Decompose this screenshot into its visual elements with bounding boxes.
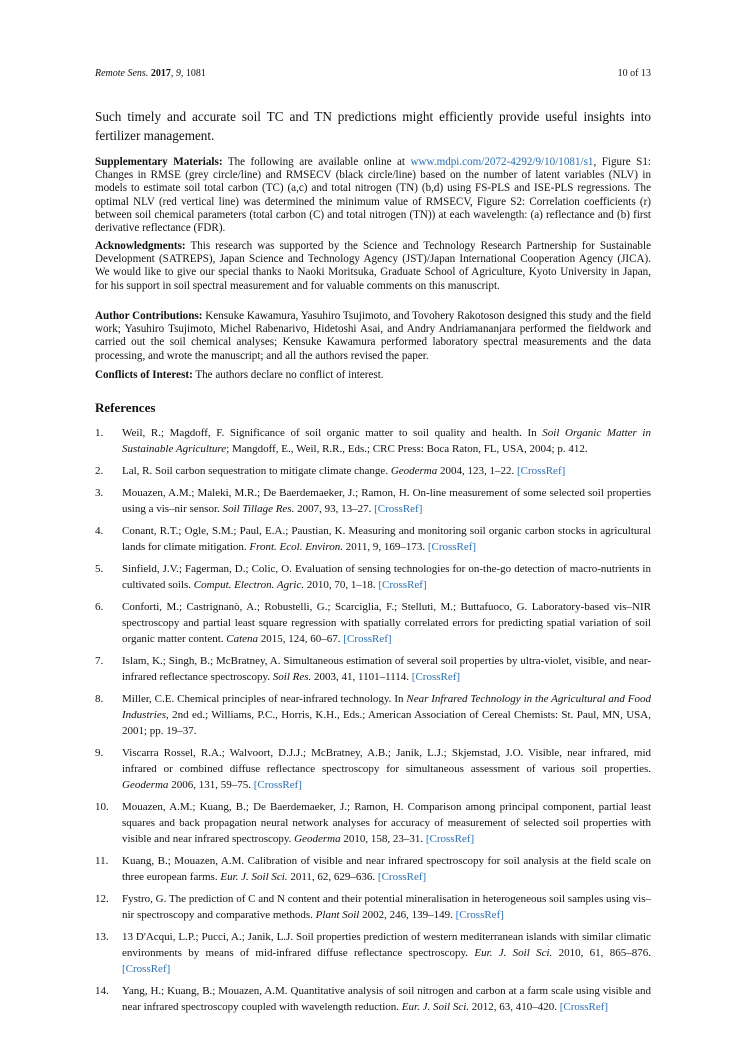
reference-number: 6. bbox=[95, 601, 104, 613]
reference-item bbox=[95, 745, 651, 793]
reference-item bbox=[95, 523, 651, 555]
reference-item bbox=[95, 653, 651, 685]
reference-number: 3. bbox=[95, 487, 104, 499]
supplementary-label: Supplementary Materials: bbox=[95, 156, 223, 168]
reference-details: 2006, 131, 59–75. bbox=[168, 779, 254, 791]
reference-item bbox=[95, 425, 651, 457]
reference-details: ; Mangdoff, E., Weil, R.R., Eds.; CRC Press: Boca Raton, FL, USA, 2004; p. 412. bbox=[226, 443, 588, 455]
reference-text: Mouazen, A.M.; Kuang, B.; De Baerdemaeker, J.; Ramon, H. Comparison among principal component, partial least squares and back propagation neural network analyses for accuracy of measurement of selected soil properties with visible and near infrared spectroscopy. bbox=[122, 801, 651, 845]
crossref-link[interactable]: [CrossRef] bbox=[425, 833, 475, 845]
reference-number: 7. bbox=[95, 655, 104, 667]
reference-source: Comput. Electron. Agric. bbox=[193, 579, 305, 591]
reference-number: 5. bbox=[95, 563, 104, 575]
reference-details: 2010, 61, 865–876. bbox=[552, 947, 651, 959]
reference-item bbox=[95, 561, 651, 593]
reference-source: Geoderma bbox=[390, 465, 438, 477]
crossref-link[interactable]: [CrossRef] bbox=[374, 503, 423, 515]
reference-item bbox=[95, 485, 651, 517]
supplementary-materials bbox=[95, 156, 651, 235]
reference-source: Plant Soil bbox=[315, 909, 360, 921]
reference-number: 1. bbox=[95, 427, 104, 439]
crossref-link[interactable]: [CrossRef] bbox=[455, 909, 504, 921]
reference-source: Eur. J. Soil Sci. bbox=[220, 871, 288, 883]
reference-text: Mouazen, A.M.; Maleki, M.R.; De Baerdemaeker, J.; Ramon, H. On-line measurement of some selected soil properties using a vis–nir sensor. bbox=[122, 487, 651, 515]
reference-details: 2003, 41, 1101–1114. bbox=[311, 671, 412, 683]
conflicts-of-interest bbox=[95, 369, 651, 382]
reference-text: Kuang, B.; Mouazen, A.M. Calibration of visible and near infrared spectroscopy for soil analysis at the field scale on three european farms. bbox=[122, 855, 651, 883]
reference-details: 2007, 93, 13–27. bbox=[294, 503, 375, 515]
reference-text: Sinfield, J.V.; Fagerman, D.; Colic, O. Evaluation of sensing technologies for on-the-go detection of macro-nutrients in cultivated soils. bbox=[122, 563, 651, 591]
reference-item bbox=[95, 983, 651, 1015]
reference-number: 4. bbox=[95, 525, 104, 537]
acknowledgments-text: This research was supported by the Science and Technology Research Partnership for Sustainable Development (SATREPS), Japan Science and Technology Agency (JST)/Japan International Cooperation Agency (JICA). We would like to give our special thanks to Naoki Moritsuka, Graduate School of Agriculture, Kyoto University in Japan, for his support in soil spectral measurement and for valuable comments on this manuscript. bbox=[95, 240, 651, 292]
reference-text: Islam, K.; Singh, B.; McBratney, A. Simultaneous estimation of several soil properties by ultra-violet, visible, and near-infrared reflectance spectroscopy. bbox=[122, 655, 651, 683]
crossref-link[interactable]: [CrossRef] bbox=[253, 779, 302, 791]
reference-details: 2010, 70, 1–18. bbox=[304, 579, 379, 591]
contributions-text: Kensuke Kawamura, Yasuhiro Tsujimoto, and Tovohery Rakotoson designed this study and the field work; Yasuhiro Tsujimoto, Michel Rabenarivo, Hidetoshi Asai, and Andry Andriamananjara performed the fieldwork and carried out the soil chemical analyses; Kensuke Kawamura performed laboratory spectral measurements and the data processing, and wrote the manuscript; and all the authors revised the paper. bbox=[95, 310, 651, 362]
reference-details: 2011, 62, 629–636. bbox=[287, 871, 378, 883]
reference-source: Eur. J. Soil Sci. bbox=[474, 947, 553, 959]
reference-source: Soil Tillage Res. bbox=[222, 503, 295, 515]
reference-text: Viscarra Rossel, R.A.; Walvoort, D.J.J.; McBratney, A.B.; Janik, L.J.; Skjemstad, J.O. Visible, near infrared, mid infrared or combined diffuse reflectance spectroscopy for simultaneous assessment of various soil properties. bbox=[122, 747, 651, 775]
reference-item bbox=[95, 891, 651, 923]
reference-details: 2011, 9, 169–173. bbox=[342, 541, 428, 553]
reference-details: 2012, 63, 410–420. bbox=[469, 1001, 560, 1013]
journal-year: 2017 bbox=[150, 68, 171, 79]
article-number: 1081 bbox=[185, 68, 206, 79]
page-number: 10 of 13 bbox=[617, 68, 651, 79]
supplementary-link[interactable]: www.mdpi.com/2072-4292/9/10/1081/s1 bbox=[410, 156, 594, 168]
reference-details: 2002, 246, 139–149. bbox=[359, 909, 456, 921]
journal-volume: 9 bbox=[175, 68, 181, 79]
reference-number: 14. bbox=[95, 985, 109, 997]
references-heading: References bbox=[95, 400, 156, 415]
reference-text: Fystro, G. The prediction of C and N content and their potential mineralisation in heterogeneous soil samples using vis–nir spectroscopy and comparative methods. bbox=[122, 893, 651, 921]
reference-text: Yang, H.; Kuang, B.; Mouazen, A.M. Quantitative analysis of soil nitrogen and carbon at a farm scale using visible and near infrared spectroscopy coupled with wavelength reduction. bbox=[122, 985, 651, 1013]
reference-source: Eur. J. Soil Sci. bbox=[401, 1001, 470, 1013]
reference-number: 10. bbox=[95, 801, 109, 813]
crossref-link[interactable]: [CrossRef] bbox=[517, 465, 566, 477]
reference-number: 2. bbox=[95, 465, 104, 477]
reference-text: Conant, R.T.; Ogle, S.M.; Paul, E.A.; Paustian, K. Measuring and monitoring soil organic carbon stocks in agricultural lands for climate mitigation. bbox=[122, 525, 651, 553]
reference-list bbox=[95, 425, 651, 1021]
reference-item bbox=[95, 853, 651, 885]
reference-details: 2010, 158, 23–31. bbox=[340, 833, 426, 845]
reference-text: Miller, C.E. Chemical principles of near-infrared technology. In bbox=[122, 693, 407, 705]
conflicts-label: Conflicts of Interest: bbox=[95, 369, 193, 381]
reference-item bbox=[95, 799, 651, 847]
crossref-link[interactable]: [CrossRef] bbox=[343, 633, 392, 645]
reference-item bbox=[95, 599, 651, 647]
crossref-link[interactable]: [CrossRef] bbox=[559, 1001, 609, 1013]
reference-text: 13 D'Acqui, L.P.; Pucci, A.; Janik, L.J. Soil properties prediction of western mediterranean islands with similar climatic environments by means of mid-infrared diffuse reflectance spectroscopy. bbox=[122, 931, 651, 959]
reference-details: , 2nd ed.; Williams, P.C., Horris, K.H., Eds.; American Association of Cereal Chemists: St. Paul, MN, USA, 2001; pp. 19–37. bbox=[122, 709, 651, 737]
reference-source: Near Infrared Technology in the Agricultural and Food Industries bbox=[122, 693, 651, 721]
journal-name: Remote Sens. bbox=[95, 68, 149, 79]
reference-number: 9. bbox=[95, 747, 104, 759]
reference-text: Weil, R.; Magdoff, F. Significance of soil organic matter to soil quality and health. In bbox=[122, 427, 543, 439]
reference-item bbox=[95, 463, 651, 479]
crossref-link[interactable]: [CrossRef] bbox=[427, 541, 477, 553]
supplementary-pre: The following are available online at bbox=[227, 156, 405, 168]
acknowledgments-label: Acknowledgments: bbox=[95, 240, 186, 252]
reference-item bbox=[95, 691, 651, 739]
reference-source: Catena bbox=[226, 633, 259, 645]
reference-number: 11. bbox=[95, 855, 109, 867]
reference-text: Lal, R. Soil carbon sequestration to mitigate climate change. bbox=[122, 465, 391, 477]
reference-source: Geoderma bbox=[294, 833, 341, 845]
acknowledgments bbox=[95, 240, 651, 293]
reference-source: Front. Ecol. Environ. bbox=[249, 541, 343, 553]
contributions-label: Author Contributions: bbox=[95, 310, 203, 322]
reference-details: 2015, 124, 60–67. bbox=[258, 633, 344, 645]
supplementary-text: , Figure S1: Changes in RMSE (grey circle/line) and RMSECV (black circle/line) based on the number of latent variables (NLV) in models to estimate soil total carbon (TC) (a,c) and total nitrogen (TN) (b,d) using FS-PLS and ISE-PLS regressions. The optimal NLV (red vertical line) was determined the minimum value of RMSECV, Figure S2: Correlation coefficients (r) between soil chemical parameters (total carbon (C) and total nitrogen (TN)) at each wavelength: (a) reflectance and (b) first derivative reflectance (FDR). bbox=[95, 156, 651, 235]
reference-source: Soil Res. bbox=[272, 671, 312, 683]
conflicts-text: The authors declare no conflict of interest. bbox=[195, 369, 384, 381]
lead-paragraph: Such timely and accurate soil TC and TN predictions might efficiently provide useful insights into fertilizer management. bbox=[95, 109, 651, 143]
reference-text: Conforti, M.; Castrignanò, A.; Robustelli, G.; Scarciglia, F.; Stelluti, M.; Buttafuoco, G. Laboratory-based vis–NIR spectroscopy and partial least square regression with spatially correlated errors for predicting spatial variation of soil organic matter content. bbox=[122, 601, 651, 645]
crossref-link[interactable]: [CrossRef] bbox=[122, 963, 171, 975]
author-contributions bbox=[95, 310, 651, 363]
reference-number: 13. bbox=[95, 931, 109, 943]
crossref-link[interactable]: [CrossRef] bbox=[411, 671, 461, 683]
crossref-link[interactable]: [CrossRef] bbox=[377, 871, 427, 883]
running-header: Remote Sens. 2017, 9, 1081 10 of 13 bbox=[95, 68, 651, 79]
reference-number: 8. bbox=[95, 693, 104, 705]
crossref-link[interactable]: [CrossRef] bbox=[378, 579, 427, 591]
reference-source: Geoderma bbox=[122, 779, 169, 791]
reference-item bbox=[95, 929, 651, 977]
reference-source: Soil Organic Matter in Sustainable Agriculture bbox=[122, 427, 651, 455]
reference-details: 2004, 123, 1–22. bbox=[437, 465, 517, 477]
reference-number: 12. bbox=[95, 893, 109, 905]
